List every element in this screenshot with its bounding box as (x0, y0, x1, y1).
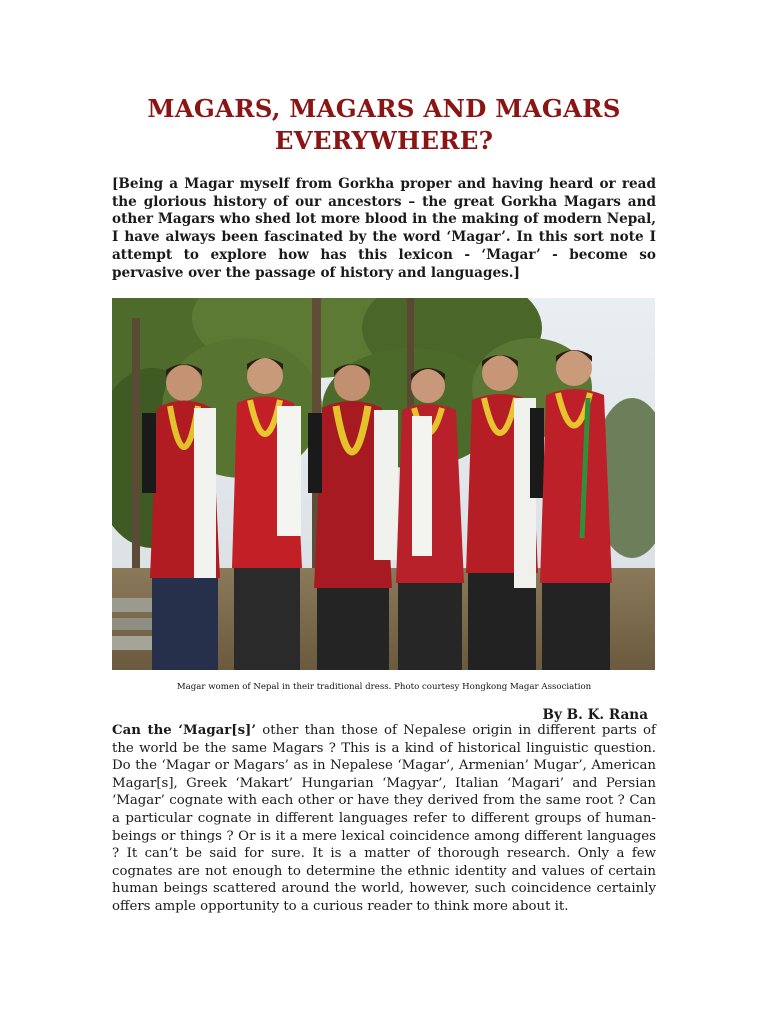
person-2 (232, 358, 302, 670)
group-photo (112, 298, 655, 670)
body-text: other than those of Nepalese origin in different parts of the world be the same Magars ? This is a kind of historical linguistic question. Do the ‘Magar or Magars’ as in Nepalese ‘Magar’, Armenian’ Mugar’, American Magar[s], Greek ‘Makart’ Hungarian ‘Magyar’, Italian ‘Magari’ and Persian ‘Magar’ cognate with each other or have they derived from the same root ? Can a particular cognate in different languages refer to different groups of human-beings or things ? Or is it a mere lexical coincidence among different languages ? It can’t be said for sure. It is a matter of thorough research. Only a few cognates are not enough to determine the ethnic identity and values of certain human beings scattered around the world, however, such coincidence certainly offers ample opportunity to a curious reader to think more about it. (112, 723, 656, 914)
body-paragraph (112, 722, 656, 916)
photo-caption: Magar women of Nepal in their traditional dress. Photo courtesy Hongkong Magar Association (176, 682, 592, 692)
body-lead: Can the ‘Magar[s]’ (112, 723, 256, 738)
person-5 (466, 355, 544, 670)
title-line-1: MAGARS, MAGARS AND MAGARS (147, 94, 621, 123)
person-4 (396, 368, 464, 670)
title-line-2: EVERYWHERE? (274, 126, 494, 155)
intro-paragraph: [Being a Magar myself from Gorkha proper and having heard or read the glorious history of our ancestors – the great Gorkha Magars and other Magars who shed lot more blood in the making of modern Nepal, I have always been fascinated by the word ‘Magar’. In this sort note I attempt to explore how has this lexicon - ‘Magar’ - become so pervasive over the passage of history and languages.] (112, 176, 656, 281)
author-byline: By B. K. Rana (542, 707, 648, 723)
person-6 (540, 350, 612, 670)
page-title (112, 93, 656, 157)
